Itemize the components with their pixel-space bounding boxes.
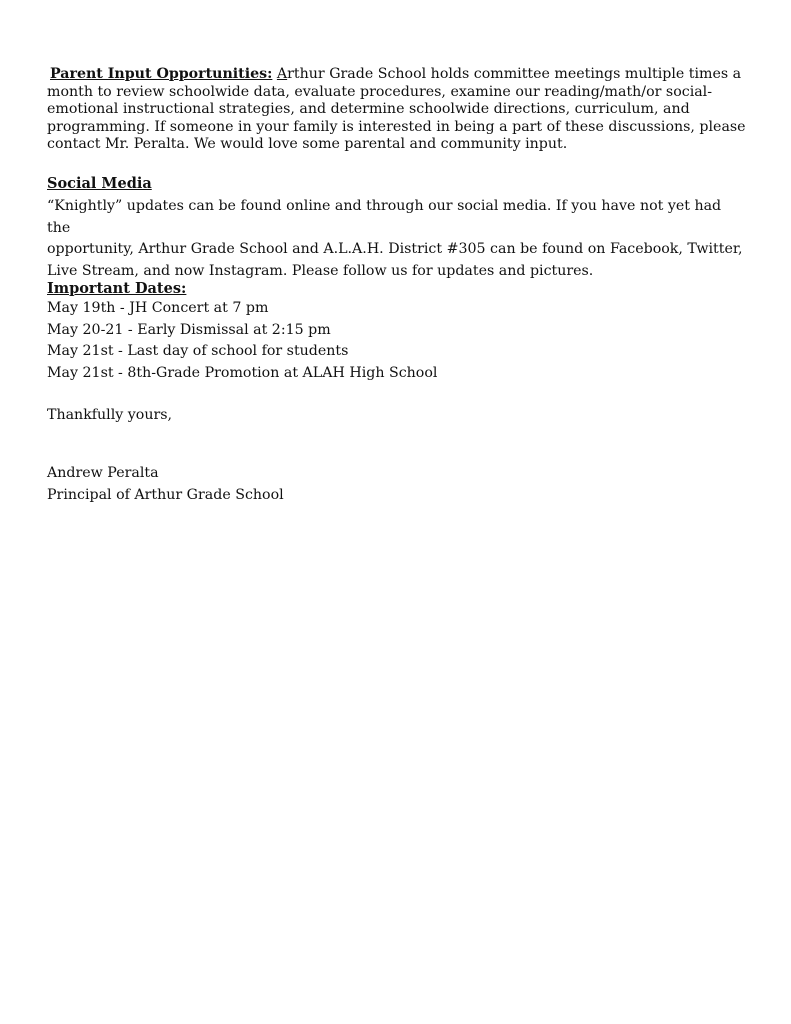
parent-input-first-letter: A [276,66,288,82]
date-item: May 21st - Last day of school for students [47,343,349,359]
date-item: May 19th - JH Concert at 7 pm [47,300,269,316]
important-dates-list [47,298,747,384]
closing-salutation-block [47,405,747,427]
social-media-heading: Social Media [47,175,152,192]
signature-block [47,463,747,506]
social-media-line: opportunity, Arthur Grade School and A.L.A.H. District #305 can be found on Facebook, Twitter, [47,241,743,257]
important-dates-section [47,280,747,298]
social-media-line: “Knightly” updates can be found online and through our social media. If you have not yet had the [47,198,722,236]
date-item: May 21st - 8th-Grade Promotion at ALAH High School [47,364,438,381]
parent-input-paragraph [47,66,747,154]
parent-input-heading: Parent Input Opportunities: [50,66,273,82]
signer-name: Andrew Peralta [47,465,159,481]
social-media-body [47,196,747,282]
closing-salutation: Thankfully yours, [47,407,173,423]
important-dates-heading: Important Dates: [47,280,187,297]
signer-title: Principal of Arthur Grade School [47,486,284,503]
parent-input-text: rthur Grade School holds committee meetings multiple times a month to review schoolwide data, evaluate procedures, examine our reading/math/or social-emotional instructional strategies, and determine schoolwide directions, curriculum, and programming. If someone in your family is interested in being a part of these discussions, please contact Mr. Peralta. We would love some parental and community input. [47,66,746,152]
date-item: May 20-21 - Early Dismissal at 2:15 pm [47,321,331,338]
social-media-section [47,175,747,193]
parent-input-section [47,66,747,154]
social-media-line: Live Stream, and now Instagram. Please follow us for updates and pictures. [47,262,594,279]
